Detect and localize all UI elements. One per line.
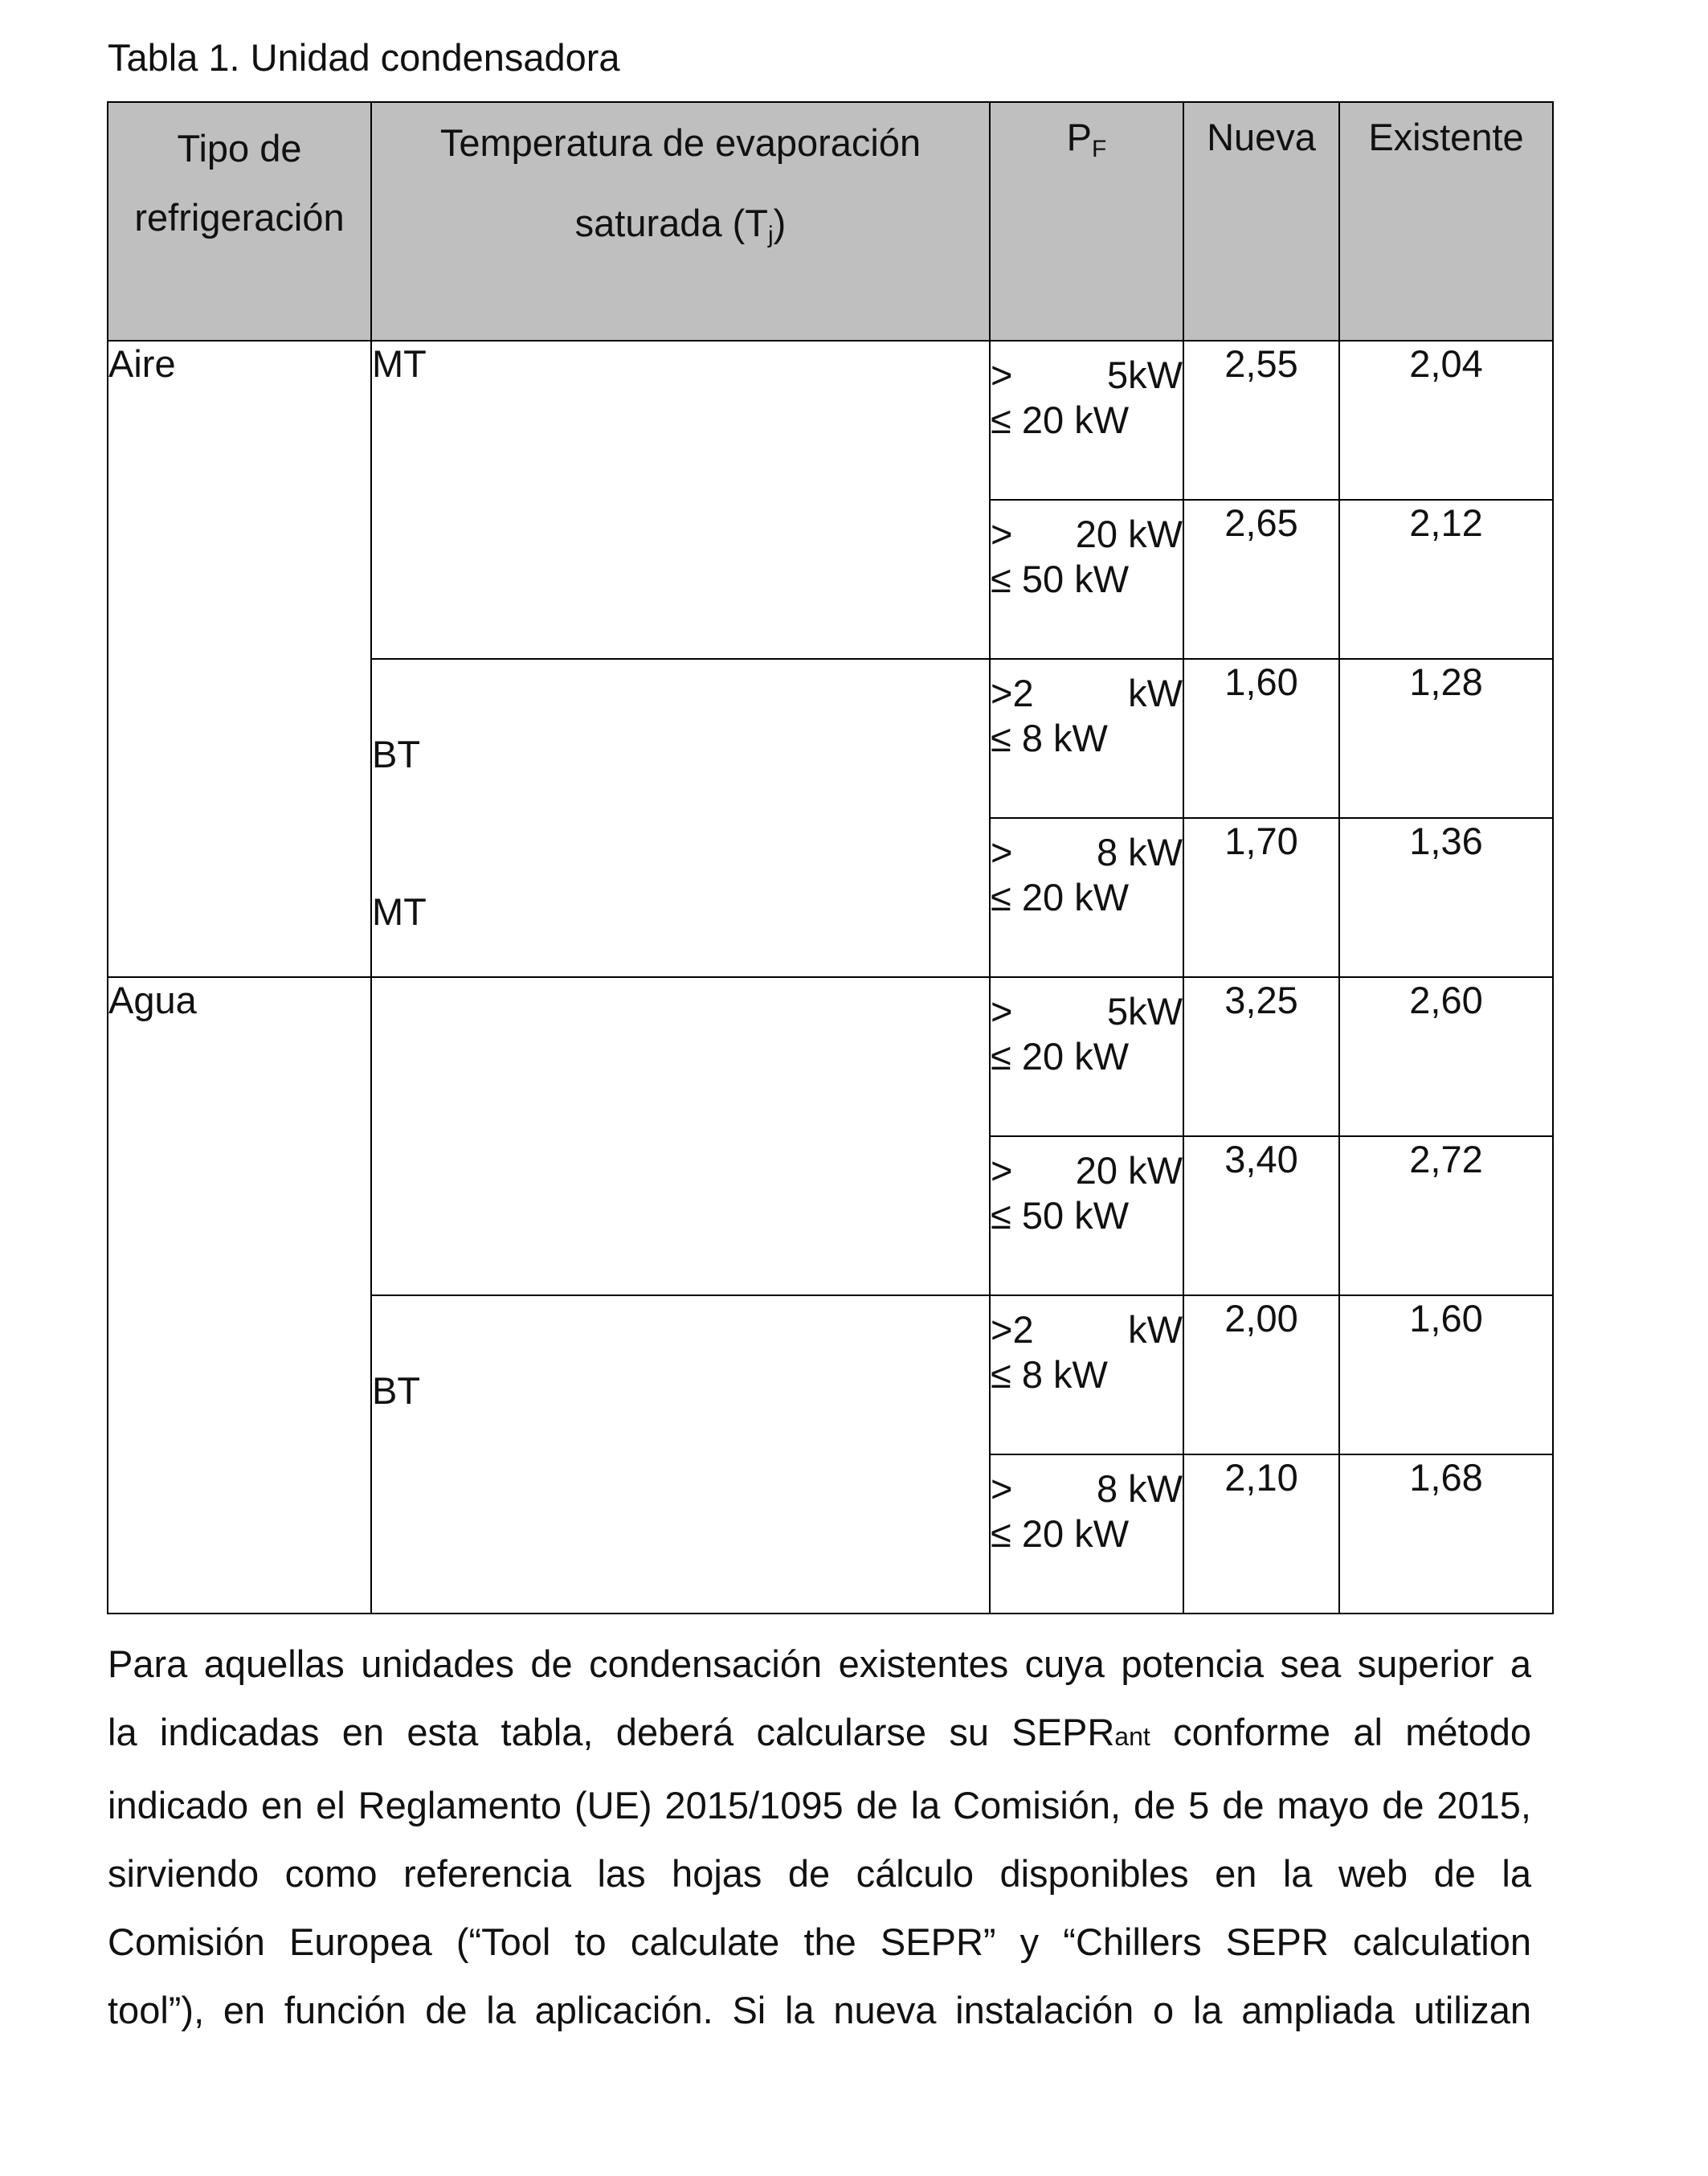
temp-bt: BT xyxy=(371,659,990,977)
nueva-value: 2,00 xyxy=(1183,1295,1339,1454)
nueva-value: 3,25 xyxy=(1183,977,1339,1136)
temp-mt: MT xyxy=(371,977,990,1295)
pf-cell: >2 kW ≤ 8 kW xyxy=(990,659,1183,818)
condensing-unit-table xyxy=(107,101,1554,1614)
pf-cell: > 5kW ≤ 20 kW xyxy=(990,341,1183,500)
existente-value: 2,04 xyxy=(1339,341,1553,500)
nueva-value: 2,55 xyxy=(1183,341,1339,500)
pf-cell: > 20 kW ≤ 50 kW xyxy=(990,500,1183,659)
paragraph-line: Comisión Europea (“Tool to calculate the SEPR” y “Chillers SEPR calculation xyxy=(108,1920,1531,1963)
paragraph-line: tool”), en función de la aplicación. Si la nueva instalación o la ampliada utilizan xyxy=(108,1989,1531,2031)
table-row xyxy=(108,977,1553,1136)
nueva-value: 1,60 xyxy=(1183,659,1339,818)
paragraph-line: indicado en el Reglamento (UE) 2015/1095 de la Comisión, de 5 de mayo de 2015, xyxy=(108,1784,1531,1826)
header-existente: Existente xyxy=(1339,102,1553,341)
body-paragraph xyxy=(108,1630,1531,2044)
nueva-value: 2,65 xyxy=(1183,500,1339,659)
header-nueva: Nueva xyxy=(1183,102,1339,341)
header-temperatura: Temperatura de evaporación saturada (Tj) xyxy=(371,102,990,341)
group-agua: Agua xyxy=(108,977,371,1614)
existente-value: 1,68 xyxy=(1339,1454,1553,1614)
header-pf: PF xyxy=(990,102,1183,341)
paragraph-line: sirviendo como referencia las hojas de cálculo disponibles en la web de la xyxy=(108,1852,1531,1895)
table-caption: Tabla 1. Unidad condensadora xyxy=(108,36,620,79)
paragraph-line: la indicadas en esta tabla, deberá calcularse su SEPRant conforme al método xyxy=(108,1711,1531,1753)
nueva-value: 1,70 xyxy=(1183,818,1339,977)
pf-cell: > 20 kW ≤ 50 kW xyxy=(990,1136,1183,1295)
existente-value: 2,12 xyxy=(1339,500,1553,659)
existente-value: 2,60 xyxy=(1339,977,1553,1136)
temp-bt: BT xyxy=(371,1295,990,1614)
table-row xyxy=(108,341,1553,500)
pf-cell: > 8 kW ≤ 20 kW xyxy=(990,1454,1183,1614)
paragraph-line: Para aquellas unidades de condensación existentes cuya potencia sea superior a xyxy=(108,1642,1531,1685)
header-tipo: Tipo de refrigeración xyxy=(108,102,371,341)
temp-mt: MT xyxy=(371,341,990,659)
existente-value: 1,36 xyxy=(1339,818,1553,977)
nueva-value: 2,10 xyxy=(1183,1454,1339,1614)
pf-cell: > 5kW ≤ 20 kW xyxy=(990,977,1183,1136)
pf-cell: >2 kW ≤ 8 kW xyxy=(990,1295,1183,1454)
group-aire: Aire xyxy=(108,341,371,977)
existente-value: 1,60 xyxy=(1339,1295,1553,1454)
existente-value: 1,28 xyxy=(1339,659,1553,818)
nueva-value: 3,40 xyxy=(1183,1136,1339,1295)
pf-cell: > 8 kW ≤ 20 kW xyxy=(990,818,1183,977)
existente-value: 2,72 xyxy=(1339,1136,1553,1295)
